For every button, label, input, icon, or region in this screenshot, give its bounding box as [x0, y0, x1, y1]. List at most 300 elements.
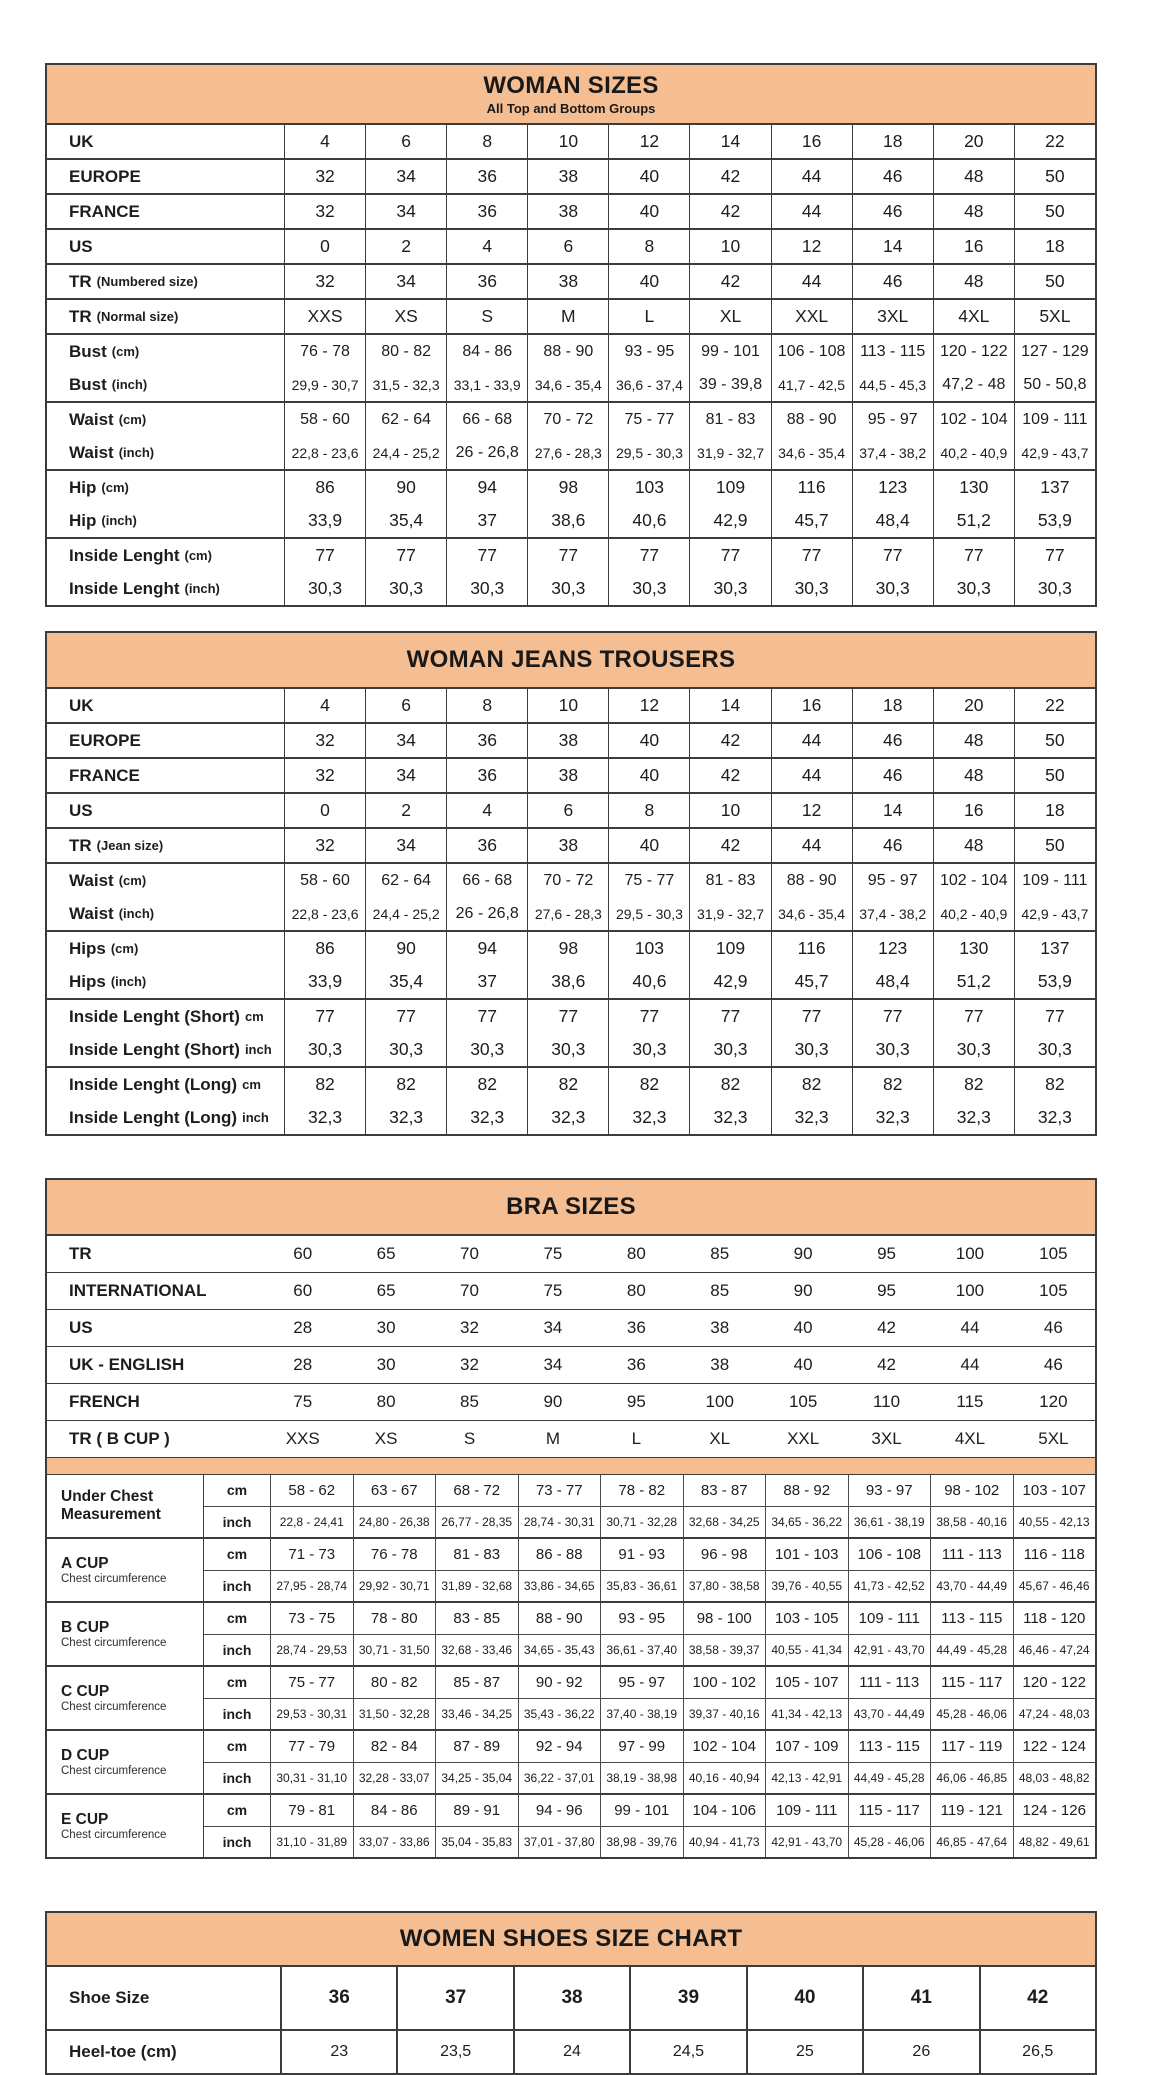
size-cell: 46,46 - 47,24 [1013, 1635, 1096, 1666]
size-cell: 32,3 [608, 1101, 689, 1134]
row-label-unit: (inch) [110, 974, 147, 989]
size-cell: 51,2 [933, 504, 1014, 537]
size-cell: 106 - 108 [771, 335, 852, 368]
row-label [47, 265, 284, 298]
size-cell: 45,28 - 46,06 [848, 1827, 931, 1858]
row-label-text: Inside Lenght [69, 578, 180, 598]
size-cell: 73 - 75 [270, 1603, 353, 1634]
size-cell: 30,3 [933, 1033, 1014, 1066]
size-cell: 18 [1014, 230, 1095, 263]
size-cell: 109 - 111 [1014, 403, 1095, 436]
size-cell: 77 [771, 1000, 852, 1033]
size-cell: 34 [543, 1318, 563, 1337]
size-cell: 75 [543, 1244, 563, 1263]
size-cell: 97 - 99 [600, 1731, 683, 1762]
size-cell: 4XL [954, 1429, 986, 1448]
size-cell: 50 [1014, 160, 1095, 193]
unit-cell: cm [226, 1738, 248, 1755]
size-cell: 94 [446, 471, 527, 504]
table-row [47, 722, 1095, 757]
size-cell: 83 - 85 [435, 1603, 518, 1634]
row-label-text: INTERNATIONAL [69, 1281, 207, 1300]
size-cell: 34 [543, 1355, 563, 1374]
size-cell: 40,55 - 42,13 [1013, 1507, 1096, 1538]
size-cell: 47,24 - 48,03 [1013, 1699, 1096, 1730]
size-cell: 42 [979, 1967, 1095, 2029]
table-row [47, 333, 1095, 368]
cup-rows [203, 1667, 1095, 1729]
size-cell: 105 - 107 [765, 1667, 848, 1698]
size-cell: 106 - 108 [848, 1539, 931, 1570]
size-cell: 137 [1014, 932, 1095, 965]
size-cell: 53,9 [1014, 965, 1095, 998]
row-label-text: Waist [69, 870, 114, 890]
size-cell: 98 - 102 [930, 1475, 1013, 1506]
size-cell: 77 [608, 539, 689, 572]
row-label [47, 1421, 261, 1457]
size-cell: 93 - 97 [848, 1475, 931, 1506]
size-cell: 36 [626, 1318, 646, 1337]
size-cell: 31,9 - 32,7 [689, 436, 770, 469]
size-cell: 83 - 87 [683, 1475, 766, 1506]
size-cell: 32,3 [771, 1101, 852, 1134]
size-cell: 6 [527, 794, 608, 827]
size-cell: 46 [852, 829, 933, 862]
size-cell: 95 [626, 1392, 646, 1411]
table-row [47, 125, 1095, 158]
size-cell: 46 [852, 724, 933, 757]
size-cell: 80 - 82 [365, 335, 446, 368]
size-cell: 45,7 [771, 504, 852, 537]
size-cell: 94 [446, 932, 527, 965]
cup-label-subtext: Chest circumference [61, 1765, 167, 1778]
size-cell: 37,01 - 37,80 [518, 1827, 601, 1858]
size-cell: 77 [446, 1000, 527, 1033]
size-cell: 2 [365, 230, 446, 263]
size-cell: 46,85 - 47,64 [930, 1827, 1013, 1858]
size-cell: 34 [365, 265, 446, 298]
row-label [47, 335, 284, 368]
size-cell: 77 [933, 1000, 1014, 1033]
size-cell: 51,2 [933, 965, 1014, 998]
size-cell: 42 [877, 1355, 896, 1374]
size-cell: 85 - 87 [435, 1667, 518, 1698]
bra-sizes-body [47, 1236, 1095, 1457]
size-cell: 0 [284, 794, 365, 827]
size-cell: 46 [852, 195, 933, 228]
size-cell: 42 [689, 160, 770, 193]
size-cell: 87 - 89 [435, 1731, 518, 1762]
size-cell: 46 [1043, 1355, 1063, 1374]
size-cell: 101 - 103 [765, 1539, 848, 1570]
size-cell: 53,9 [1014, 504, 1095, 537]
cup-label-text: Under Chest Measurement [61, 1488, 161, 1523]
row-label [47, 1000, 284, 1033]
size-cell: 119 - 121 [930, 1795, 1013, 1826]
cup-label [47, 1731, 203, 1793]
size-cell: 30,3 [527, 1033, 608, 1066]
size-cell: 32,68 - 33,46 [435, 1635, 518, 1666]
size-cell: 36 [446, 195, 527, 228]
row-label [47, 1236, 261, 1272]
size-cell: 78 - 80 [353, 1603, 436, 1634]
size-cell: 100 - 102 [683, 1667, 766, 1698]
size-cell: 31,89 - 32,68 [435, 1571, 518, 1602]
cup-label-text: E CUP [61, 1810, 109, 1828]
size-cell: 25 [746, 2031, 862, 2073]
row-label-unit: (Numbered size) [96, 274, 198, 289]
table-title: WOMEN SHOES SIZE CHART [399, 1925, 743, 1952]
unit-cell: cm [226, 1674, 248, 1691]
row-label-unit: (cm) [118, 873, 147, 888]
table-row [204, 1667, 1095, 1698]
size-cell: 77 [933, 539, 1014, 572]
size-cell: 93 - 95 [608, 335, 689, 368]
divider-strip [47, 1457, 1095, 1475]
woman-sizes-table [45, 63, 1097, 607]
table-title: WOMAN JEANS TROUSERS [406, 646, 736, 673]
size-cell: 84 - 86 [353, 1795, 436, 1826]
size-cell: 88 - 90 [771, 864, 852, 897]
size-cell: 111 - 113 [930, 1539, 1013, 1570]
size-cell: 34,65 - 35,43 [518, 1635, 601, 1666]
size-cell: 82 [284, 1068, 365, 1101]
size-cell: 26 - 26,8 [446, 436, 527, 469]
cup-label-subtext: Chest circumference [61, 1829, 167, 1842]
unit-cell: inch [222, 1705, 252, 1722]
size-cell: 81 - 83 [435, 1539, 518, 1570]
size-cell: 18 [852, 125, 933, 158]
row-label-text: Heel-toe (cm) [69, 2042, 177, 2061]
size-cell: 8 [608, 230, 689, 263]
size-cell: 41,7 - 42,5 [771, 368, 852, 401]
size-cell: 34 [365, 829, 446, 862]
size-cell: 31,50 - 32,28 [353, 1699, 436, 1730]
size-cell: 32 [460, 1318, 479, 1337]
size-cell: 34 [365, 759, 446, 792]
cup-rows [203, 1603, 1095, 1665]
size-cell: 50 - 50,8 [1014, 368, 1095, 401]
size-cell: 48 [933, 195, 1014, 228]
row-label [47, 897, 284, 930]
size-cell: 28 [293, 1318, 313, 1337]
size-cell: 75 [293, 1392, 313, 1411]
size-cell: 35,04 - 35,83 [435, 1827, 518, 1858]
woman-sizes-body [47, 125, 1095, 605]
row-label-text: EUROPE [69, 730, 141, 750]
row-label-unit: (cm) [101, 480, 129, 495]
size-cell: 34,25 - 35,04 [435, 1763, 518, 1794]
size-cell: 40,94 - 41,73 [683, 1827, 766, 1858]
size-cell: 70 - 72 [527, 864, 608, 897]
size-cell: 98 - 100 [683, 1603, 766, 1634]
size-cell: 90 [793, 1244, 813, 1263]
size-cell: 31,5 - 32,3 [365, 368, 446, 401]
size-cell: 34,65 - 36,22 [765, 1507, 848, 1538]
table-row [204, 1539, 1095, 1570]
size-cell: 77 [1014, 539, 1095, 572]
size-cell: 113 - 115 [930, 1603, 1013, 1634]
size-cell: 30,3 [771, 572, 852, 605]
size-cell: 32,3 [689, 1101, 770, 1134]
size-cell: 82 [771, 1068, 852, 1101]
size-cell: 94 - 96 [518, 1795, 601, 1826]
size-cell: 95 - 97 [852, 403, 933, 436]
size-cell: 32 [284, 759, 365, 792]
size-cell: 58 - 62 [270, 1475, 353, 1506]
size-cell: 45,7 [771, 965, 852, 998]
size-cell: 90 - 92 [518, 1667, 601, 1698]
table-row [47, 504, 1095, 537]
row-label-unit: inch [242, 1110, 269, 1125]
size-cell: 6 [365, 125, 446, 158]
size-cell: 30,3 [446, 1033, 527, 1066]
size-cell: 98 [527, 932, 608, 965]
table-row [47, 436, 1095, 469]
size-cell: 70 [460, 1244, 479, 1263]
row-label-text: Hips [69, 938, 106, 958]
size-cell: 50 [1014, 265, 1095, 298]
row-label-unit: cm [244, 1009, 264, 1024]
size-cell: 42 [689, 265, 770, 298]
size-cell: 40 [608, 195, 689, 228]
size-cell: 8 [446, 125, 527, 158]
size-cell: 34,6 - 35,4 [771, 436, 852, 469]
size-cell: 40,6 [608, 965, 689, 998]
size-cell: 75 - 77 [608, 403, 689, 436]
size-cell: 96 - 98 [683, 1539, 766, 1570]
row-label [47, 195, 284, 228]
table-title: BRA SIZES [506, 1193, 636, 1220]
cup-group [47, 1729, 1095, 1793]
cup-group [47, 1601, 1095, 1665]
size-cell: 82 [608, 1068, 689, 1101]
size-cell: 42 [877, 1318, 896, 1337]
size-cell: 75 [543, 1281, 563, 1300]
size-cell: 102 - 104 [683, 1731, 766, 1762]
unit-cell: cm [226, 1802, 248, 1819]
size-cell: 105 [1039, 1281, 1068, 1300]
size-cell: 80 - 82 [353, 1667, 436, 1698]
size-cell: 95 - 97 [852, 864, 933, 897]
size-cell: 38 [527, 195, 608, 228]
size-cell: 48 [933, 724, 1014, 757]
size-cell: S [463, 1429, 476, 1448]
table-row [47, 757, 1095, 792]
size-cell: 45,28 - 46,06 [930, 1699, 1013, 1730]
row-label [47, 689, 284, 722]
table-row [47, 1420, 1095, 1457]
row-label-text: Inside Lenght (Short) [69, 1039, 240, 1059]
size-cell: XS [374, 1429, 398, 1448]
size-cell: 20 [933, 689, 1014, 722]
size-cell: 66 - 68 [446, 403, 527, 436]
size-cell: 32,3 [1014, 1101, 1095, 1134]
size-cell: 32 [284, 195, 365, 228]
size-cell: 36 [280, 1967, 396, 2029]
size-cell: 39 - 39,8 [689, 368, 770, 401]
unit-cell: inch [222, 1641, 252, 1658]
size-cell: 6 [527, 230, 608, 263]
size-cell: 33,46 - 34,25 [435, 1699, 518, 1730]
row-label-unit: inch [244, 1042, 272, 1057]
size-cell: 58 - 60 [284, 864, 365, 897]
size-cell: 40 [608, 724, 689, 757]
size-cell: 36 [446, 265, 527, 298]
table-row [47, 965, 1095, 998]
row-label-text: TR [69, 1244, 92, 1263]
size-cell: 62 - 64 [365, 864, 446, 897]
size-cell: 38,19 - 38,98 [600, 1763, 683, 1794]
row-label [47, 965, 284, 998]
size-cell: 36,61 - 37,40 [600, 1635, 683, 1666]
cup-label-text: D CUP [61, 1746, 110, 1764]
row-label-text: TR ( B CUP ) [69, 1429, 170, 1448]
unit-cell: inch [222, 1513, 252, 1530]
size-cell: 40 [793, 1318, 813, 1337]
size-cell: 32 [284, 829, 365, 862]
unit-cell: inch [222, 1833, 252, 1850]
size-cell: 44,5 - 45,3 [852, 368, 933, 401]
size-cell: 32,3 [446, 1101, 527, 1134]
size-cell: 26,77 - 28,35 [435, 1507, 518, 1538]
cup-rows [203, 1475, 1095, 1537]
size-cell: 32,3 [933, 1101, 1014, 1134]
row-label-text: TR [69, 306, 92, 326]
size-cell: 77 [852, 1000, 933, 1033]
size-cell: 10 [689, 794, 770, 827]
size-cell: 38 [710, 1355, 730, 1374]
size-cell: 81 - 83 [689, 403, 770, 436]
size-cell: 38 [527, 265, 608, 298]
size-cell: 26 [862, 2031, 978, 2073]
size-cell: 82 [689, 1068, 770, 1101]
row-label [47, 932, 284, 965]
size-cell: 44 [771, 829, 852, 862]
size-cell: 77 [365, 1000, 446, 1033]
bra-sizes-table [45, 1178, 1097, 1859]
size-cell: 65 [376, 1244, 396, 1263]
table-row [47, 1967, 1095, 2029]
table-row [204, 1698, 1095, 1730]
size-cell: XXS [284, 300, 365, 333]
table-row [47, 537, 1095, 572]
size-cell: 40 [608, 759, 689, 792]
size-cell: 43,70 - 44,49 [848, 1699, 931, 1730]
size-cell: 4 [284, 125, 365, 158]
size-cell: 77 [689, 1000, 770, 1033]
table-row [204, 1634, 1095, 1666]
size-cell: 86 [284, 471, 365, 504]
table-row [47, 368, 1095, 401]
size-cell: 113 - 115 [852, 335, 933, 368]
size-cell: 123 [852, 932, 933, 965]
unit-cell: inch [222, 1577, 252, 1594]
row-label-unit: cm [242, 1077, 261, 1092]
size-cell: 40 [608, 265, 689, 298]
size-cell: 88 - 90 [527, 335, 608, 368]
row-label [47, 864, 284, 897]
table-row [47, 792, 1095, 827]
table-subtitle: All Top and Bottom Groups [486, 101, 656, 116]
row-label-text: Inside Lenght [69, 545, 180, 565]
row-label [47, 724, 284, 757]
size-cell: 85 [460, 1392, 479, 1411]
row-label [47, 572, 284, 605]
size-cell: 30,3 [933, 572, 1014, 605]
size-cell: 82 [365, 1068, 446, 1101]
size-cell: 103 [608, 471, 689, 504]
size-cell: 75 - 77 [270, 1667, 353, 1698]
size-cell: 30,71 - 31,50 [353, 1635, 436, 1666]
size-cell: 82 [933, 1068, 1014, 1101]
size-cell: 12 [771, 230, 852, 263]
table-row [47, 689, 1095, 722]
size-cell: 42 [689, 759, 770, 792]
size-cell: 16 [933, 230, 1014, 263]
size-cell: 77 - 79 [270, 1731, 353, 1762]
row-label [47, 539, 284, 572]
table-row [47, 827, 1095, 862]
table-row [47, 1066, 1095, 1101]
size-cell: 32 [284, 724, 365, 757]
size-cell: 93 - 95 [600, 1603, 683, 1634]
size-cell: 44 [771, 759, 852, 792]
size-cell: 44 [960, 1355, 980, 1374]
size-cell: 48 [933, 829, 1014, 862]
table-row [204, 1570, 1095, 1602]
row-label-text: TR [69, 835, 92, 855]
row-label-unit: (inch) [118, 445, 155, 460]
table-row [47, 401, 1095, 436]
size-cell: 38 [527, 829, 608, 862]
size-cell: 82 [852, 1068, 933, 1101]
size-cell: 109 [689, 471, 770, 504]
size-cell: 63 - 67 [353, 1475, 436, 1506]
size-cell: 120 - 122 [933, 335, 1014, 368]
size-cell: 30,3 [365, 572, 446, 605]
size-cell: 28,74 - 30,31 [518, 1507, 601, 1538]
size-cell: 23,5 [396, 2031, 512, 2073]
size-cell: 77 [527, 1000, 608, 1033]
row-label-text: Bust [69, 341, 107, 361]
row-label-text: Inside Lenght (Long) [69, 1074, 238, 1094]
row-label-text: FRANCE [69, 201, 140, 221]
size-cell: 30,3 [689, 1033, 770, 1066]
size-cell: 33,9 [284, 965, 365, 998]
size-cell: 118 - 120 [1013, 1603, 1096, 1634]
size-cell: 38 [527, 160, 608, 193]
size-cell: 48,03 - 48,82 [1013, 1763, 1096, 1794]
size-cell: 30,3 [852, 572, 933, 605]
size-cell: 50 [1014, 829, 1095, 862]
row-label-unit: (Jean size) [96, 838, 164, 853]
row-label [47, 403, 284, 436]
size-cell: 102 - 104 [933, 864, 1014, 897]
size-cell: 88 - 90 [518, 1603, 601, 1634]
table-row [47, 158, 1095, 193]
size-cell: 48 [933, 265, 1014, 298]
size-cell: 46,06 - 46,85 [930, 1763, 1013, 1794]
size-cell: 42,9 - 43,7 [1014, 436, 1095, 469]
size-cell: L [608, 300, 689, 333]
size-cell: 110 [872, 1392, 901, 1411]
size-cell: 130 [933, 932, 1014, 965]
size-cell: 22 [1014, 125, 1095, 158]
row-label-text: UK [69, 131, 94, 151]
size-cell: 107 - 109 [765, 1731, 848, 1762]
size-cell: 36 [446, 759, 527, 792]
